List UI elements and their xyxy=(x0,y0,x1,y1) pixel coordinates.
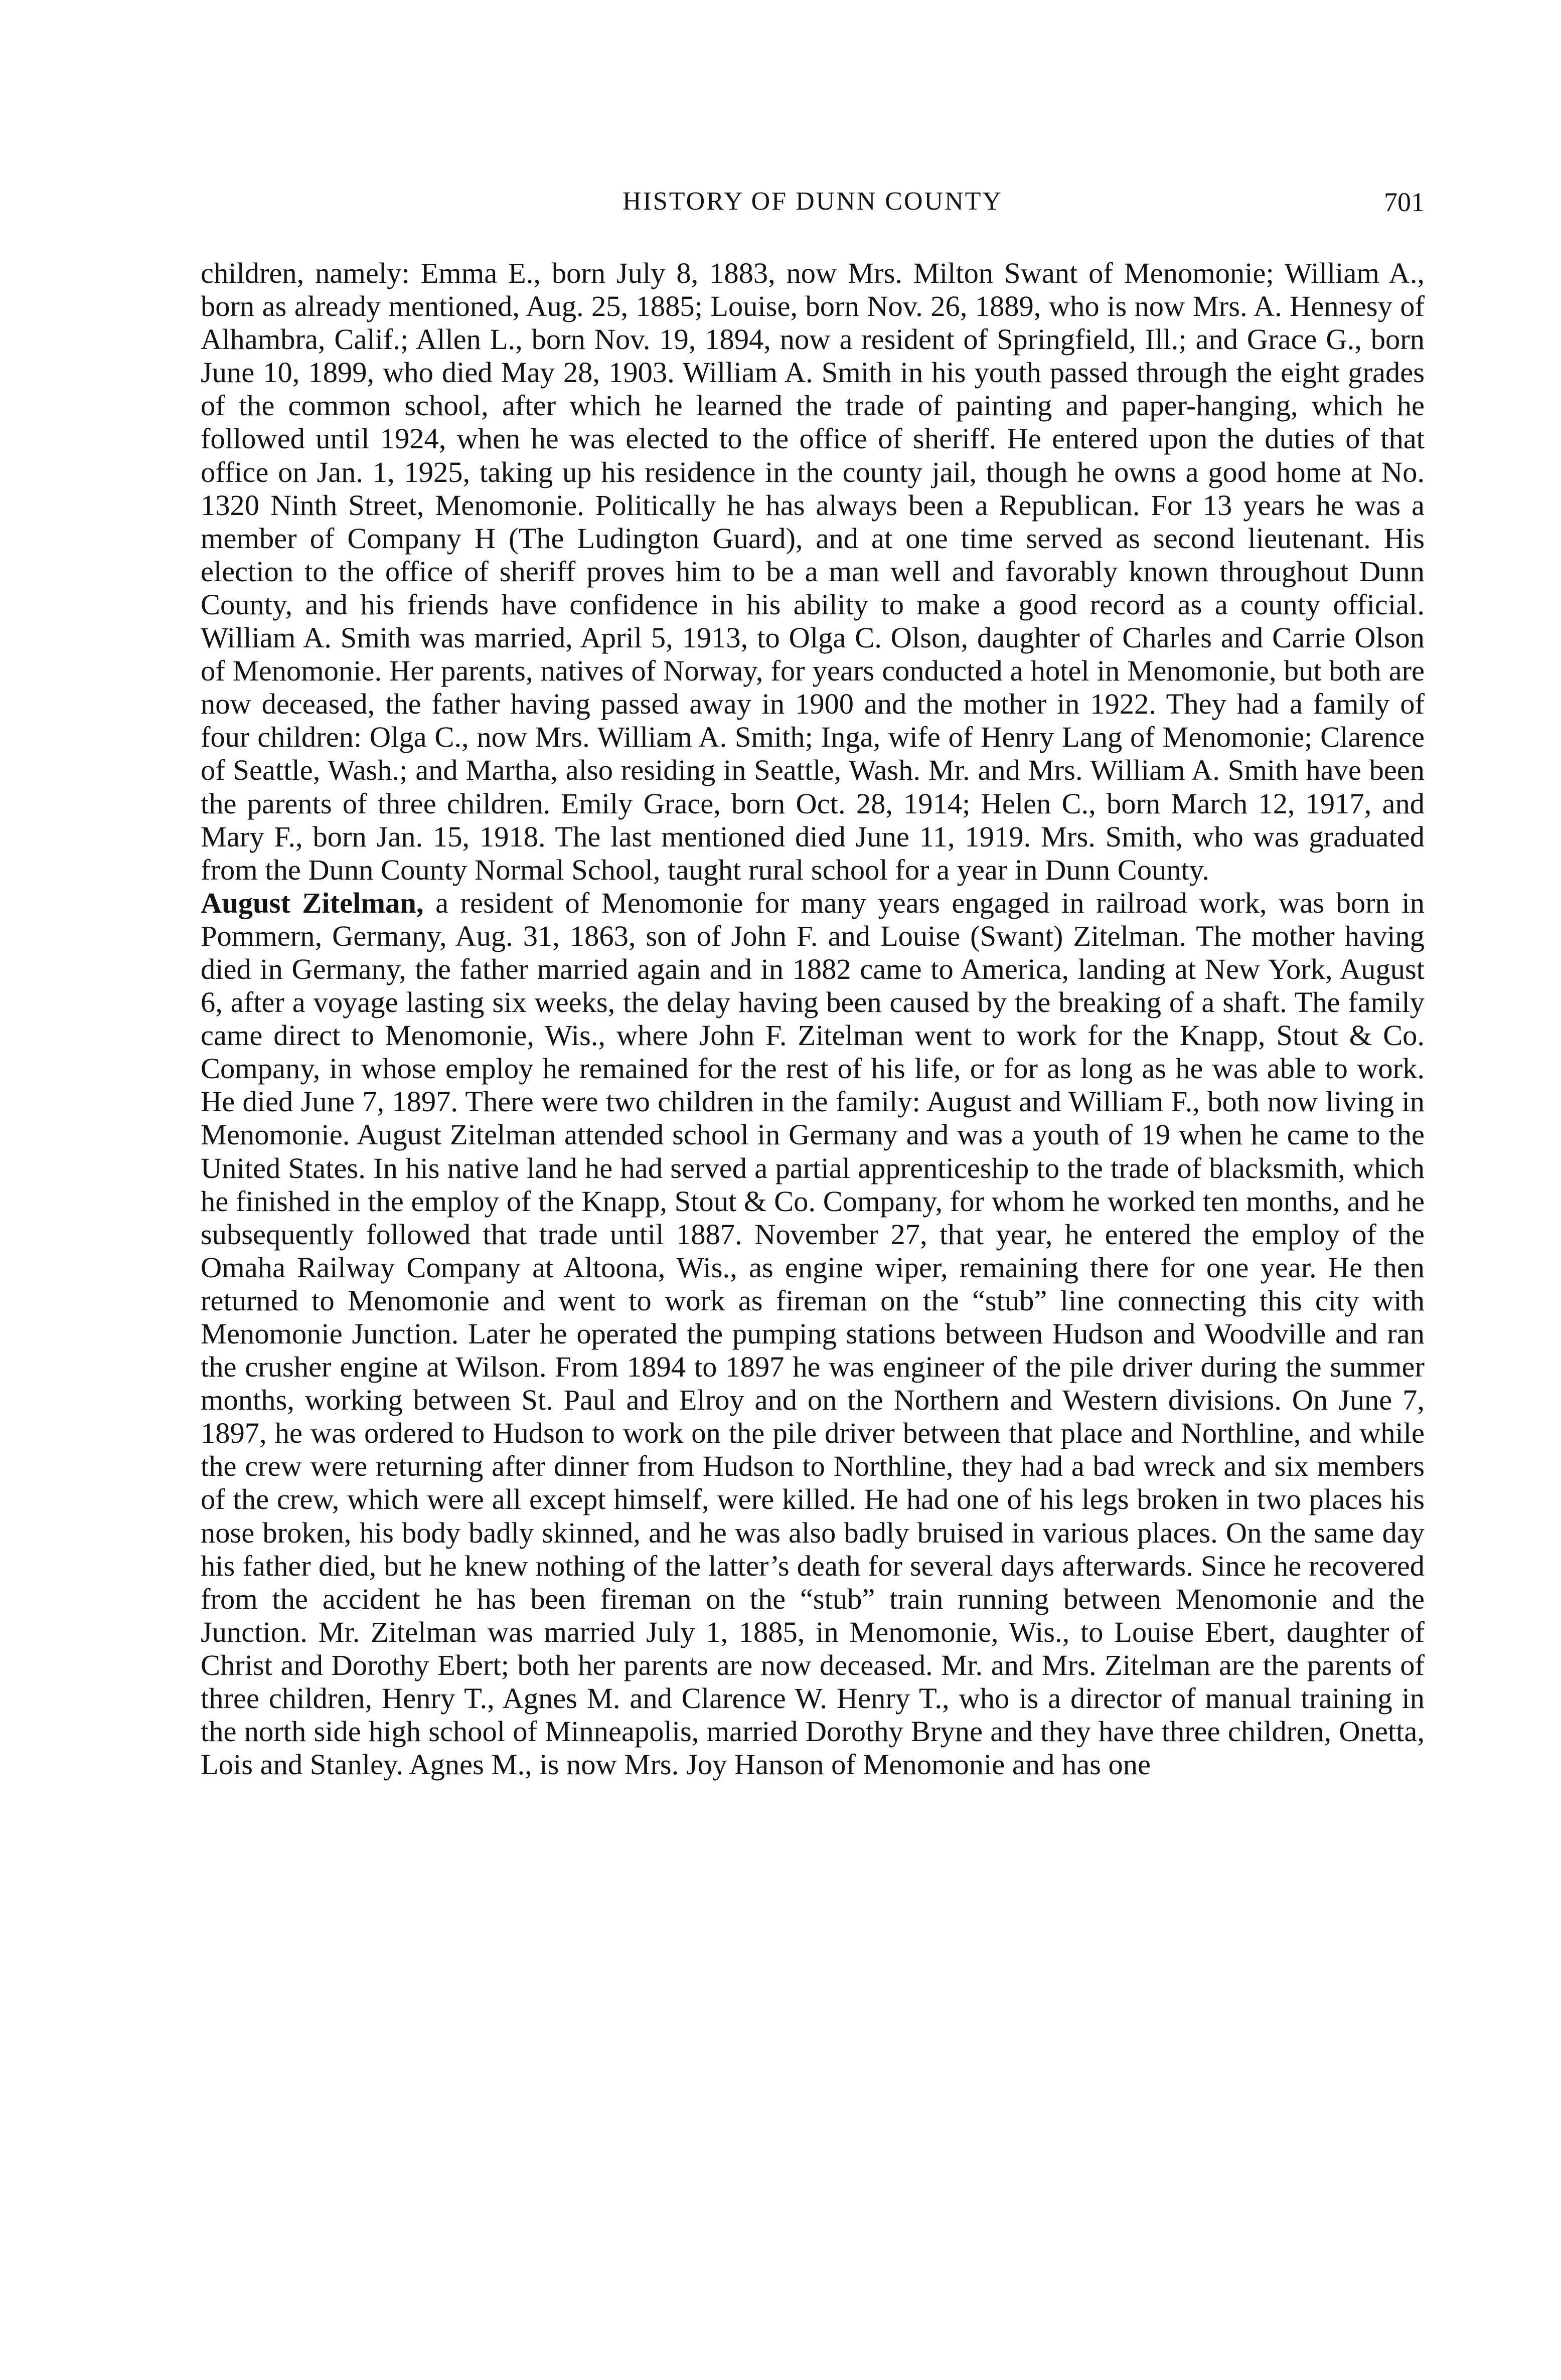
entry-name-august-zitelman: August Zitelman, xyxy=(201,886,424,919)
paragraph-zitelman-entry xyxy=(201,887,1425,1782)
paragraph-zitelman-text: a resident of Menomonie for many years engaged in railroad work, was born in Pommern, Germany, Aug. 31, 1863, son of John F. and Louise (Swant) Zitelman. The mother having died in Germany, the father married again and in 1882 came to America, landing at New York, August 6, after a voyage lasting six weeks, the delay having been caused by the breaking of a shaft. The family came direct to Menomonie, Wis., where John F. Zitelman went to work for the Knapp, Stout & Co. Company, in whose employ he remained for the rest of his life, or for as long as he was able to work. He died June 7, 1897. There were two children in the family: August and William F., both now living in Menomonie. August Zitelman attended school in Germany and was a youth of 19 when he came to the United States. In his native land he had served a partial apprenticeship to the trade of blacksmith, which he finished in the employ of the Knapp, Stout & Co. Company, for whom he worked ten months, and he subsequently followed that trade until 1887. November 27, that year, he entered the employ of the Omaha Railway Company at Altoona, Wis., as engine wiper, remaining there for one year. He then returned to Menomonie and went to work as fireman on the “stub” line connecting this city with Menomonie Junction. Later he operated the pumping stations between Hudson and Woodville and ran the crusher engine at Wilson. From 1894 to 1897 he was engineer of the pile driver during the summer months, working between St. Paul and Elroy and on the Northern and Western divisions. On June 7, 1897, he was ordered to Hudson to work on the pile driver between that place and Northline, and while the crew were returning after dinner from Hudson to Northline, they had a bad wreck and six members of the crew, which were all except himself, were killed. He had one of his legs broken in two places his nose broken, his body badly skinned, and he was also badly bruised in various places. On the same day his father died, but he knew nothing of the latter’s death for several days afterwards. Since he recovered from the accident he has been fireman on the “stub” train running between Menomonie and the Junction. Mr. Zitelman was married July 1, 1885, in Menomonie, Wis., to Louise Ebert, daughter of Christ and Dorothy Ebert; both her parents are now deceased. Mr. and Mrs. Zitelman are the parents of three children, Henry T., Agnes M. and Clarence W. Henry T., who is a director of manual training in the north side high school of Minneapolis, married Dorothy Bryne and they have three children, Onetta, Lois and Stanley. Agnes M., is now Mrs. Joy Hanson of Menomonie and has one xyxy=(201,886,1425,1781)
paragraph-smith-family: children, namely: Emma E., born July 8, 1883, now Mrs. Milton Swant of Menomonie; William A., born as already mentioned, Aug. 25, 1885; Louise, born Nov. 26, 1889, who is now Mrs. A. Hennesy of Alhambra, Calif.; Allen L., born Nov. 19, 1894, now a resident of Springfield, Ill.; and Grace G., born June 10, 1899, who died May 28, 1903. William A. Smith in his youth passed through the eight grades of the common school, after which he learned the trade of painting and paper-hanging, which he followed until 1924, when he was elected to the office of sheriff. He entered upon the duties of that office on Jan. 1, 1925, taking up his residence in the county jail, though he owns a good home at No. 1320 Ninth Street, Menomonie. Politically he has always been a Republican. For 13 years he was a member of Company H (The Ludington Guard), and at one time served as second lieutenant. His election to the office of sheriff proves him to be a man well and favorably known throughout Dunn County, and his friends have confidence in his ability to make a good record as a county official. William A. Smith was married, April 5, 1913, to Olga C. Olson, daughter of Charles and Carrie Olson of Menomonie. Her parents, natives of Norway, for years conducted a hotel in Menomonie, but both are now deceased, the father having passed away in 1900 and the mother in 1922. They had a family of four children: Olga C., now Mrs. William A. Smith; Inga, wife of Henry Lang of Menomonie; Clarence of Seattle, Wash.; and Martha, also residing in Seattle, Wash. Mr. and Mrs. William A. Smith have been the parents of three children. Emily Grace, born Oct. 28, 1914; Helen C., born March 12, 1917, and Mary F., born Jan. 15, 1918. The last mentioned died June 11, 1919. Mrs. Smith, who was graduated from the Dunn County Normal School, taught rural school for a year in Dunn County. xyxy=(201,257,1425,886)
page-number: 701 xyxy=(1384,187,1425,217)
running-title: HISTORY OF DUNN COUNTY xyxy=(622,187,1003,216)
page-header xyxy=(201,187,1425,222)
body-text xyxy=(201,257,1425,2293)
